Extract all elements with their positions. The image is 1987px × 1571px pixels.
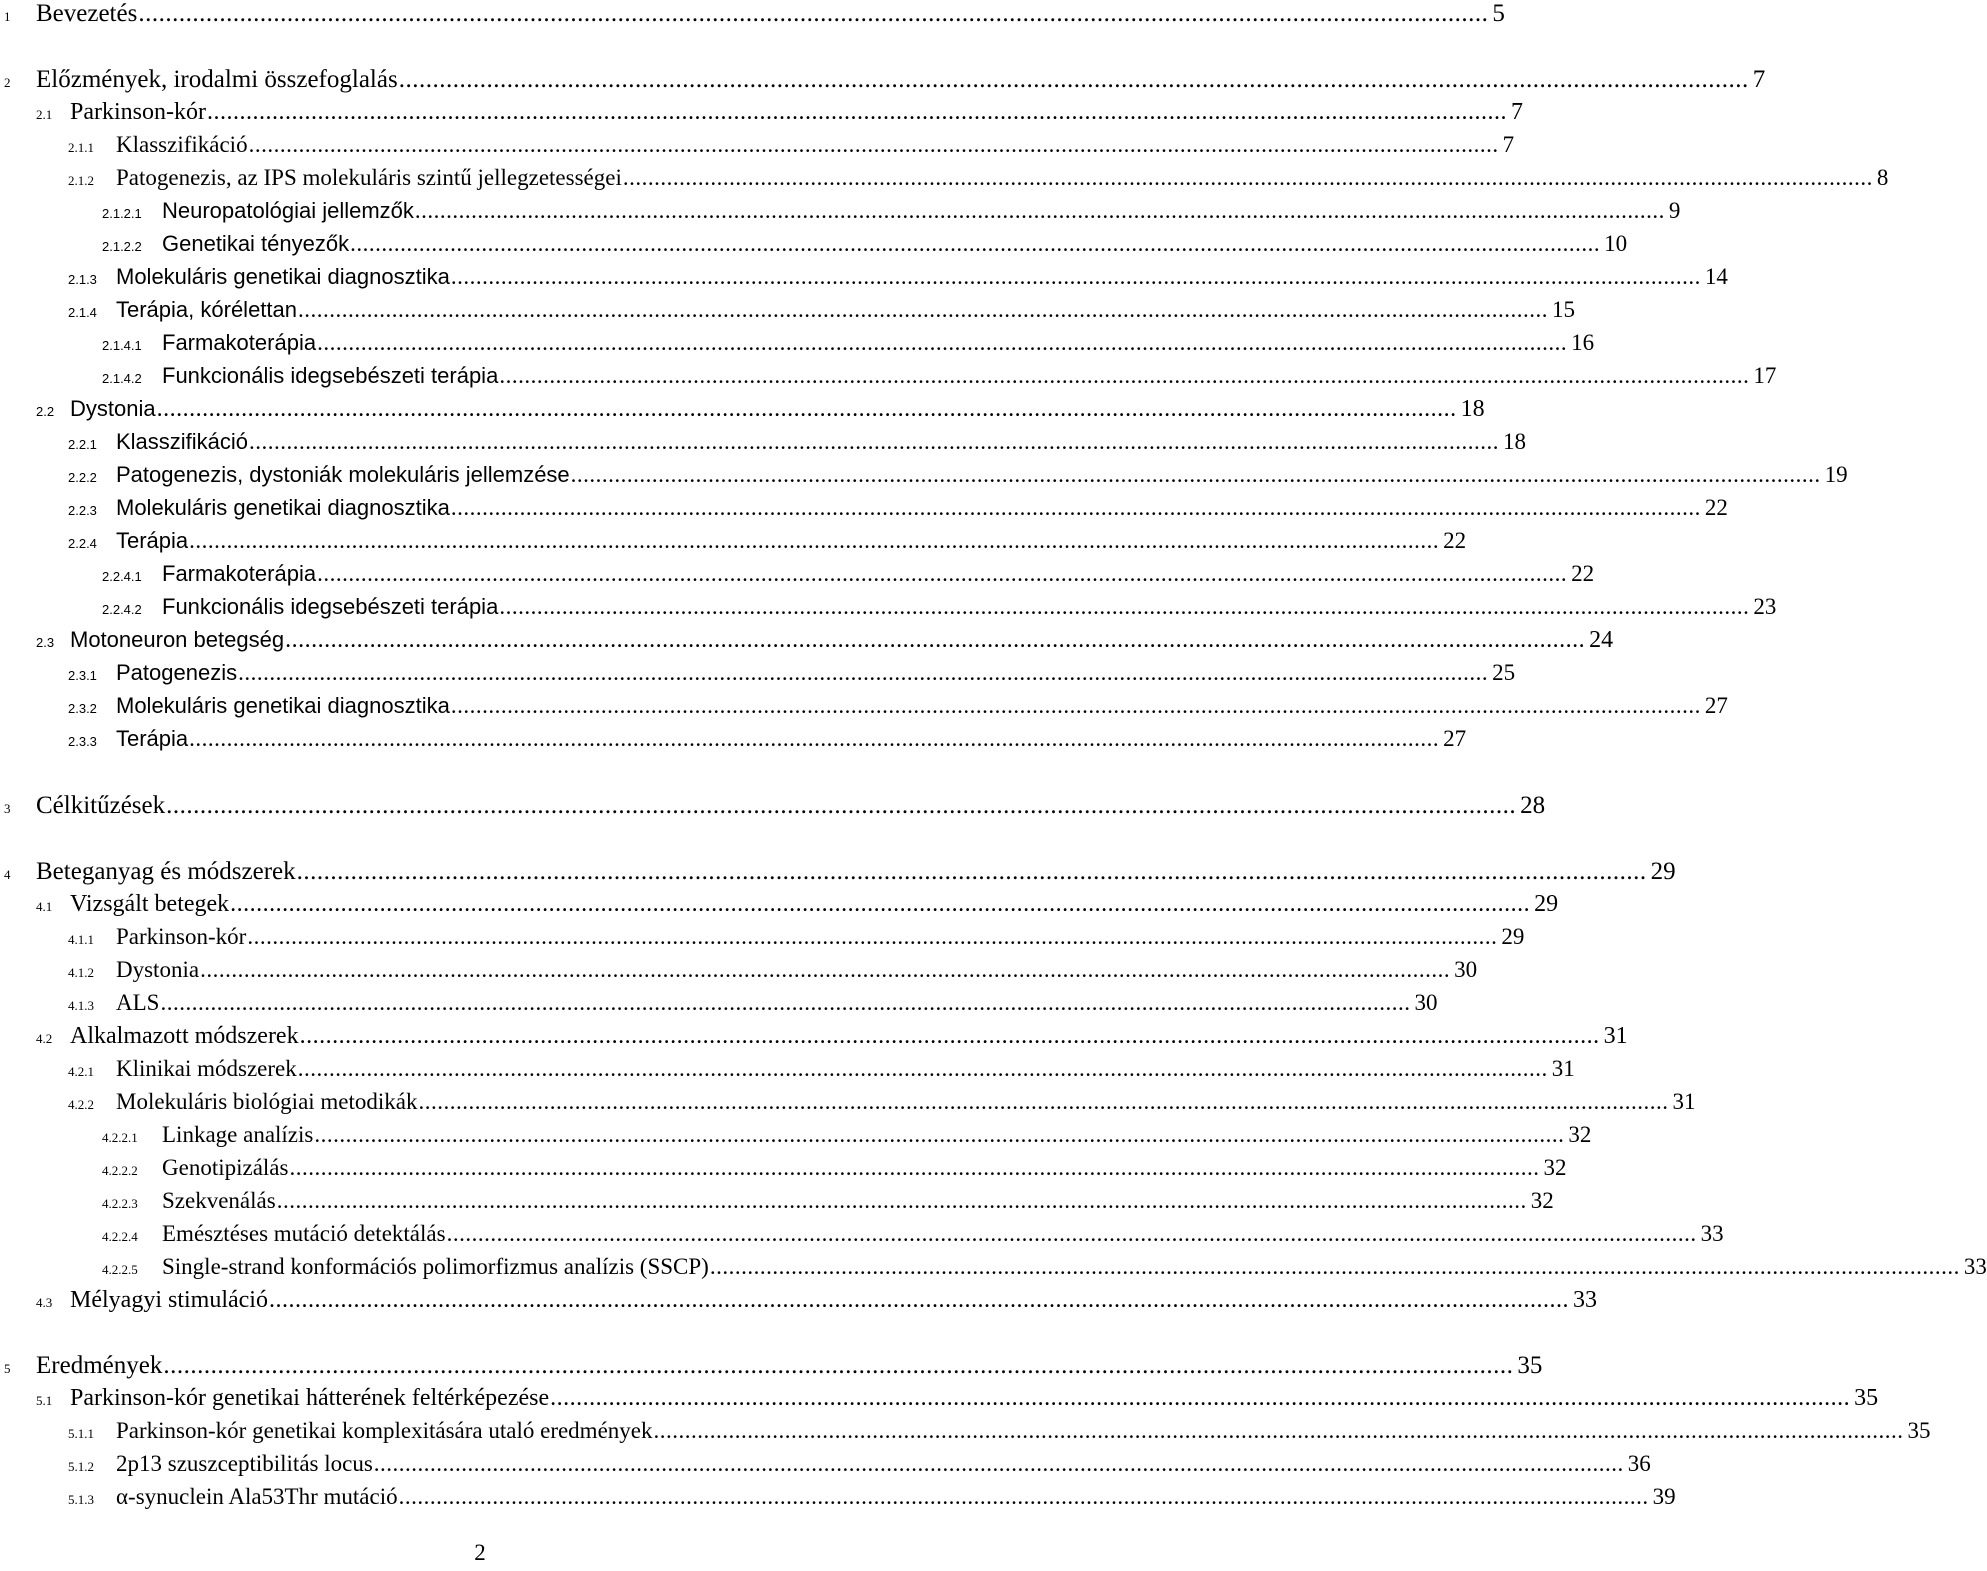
toc-entry-number: 2.2.2 <box>68 470 97 485</box>
dot-leader: ........................................................................................................................................................................................................ <box>499 363 1750 388</box>
toc-entry-title: Parkinson-kór <box>116 924 247 949</box>
toc-entry[interactable] <box>36 1023 1628 1053</box>
toc-entry-title: Funkcionális idegsebészeti terápia <box>162 594 499 619</box>
toc-entry-title: Patogenezis, az IPS molekuláris szintű jellegzetességei <box>116 165 622 190</box>
toc-entry-number: 4.2.2.4 <box>102 1229 138 1244</box>
toc-entry[interactable] <box>102 363 1777 393</box>
toc-entry[interactable] <box>68 726 1467 756</box>
dot-leader: ........................................................................................................................................................................................................ <box>289 1155 1540 1180</box>
toc-entry-number: 4.2.1 <box>68 1064 94 1079</box>
toc-entry-title: Dystonia <box>70 396 156 421</box>
toc-entry-number: 5.1.1 <box>68 1426 94 1441</box>
toc-entry[interactable] <box>68 1451 1651 1481</box>
toc-entry-title: Alkalmazott módszerek <box>70 1023 299 1049</box>
toc-entry-page: 31 <box>1551 1056 1575 1081</box>
dot-leader: ........................................................................................................................................................................................................ <box>373 1451 1624 1476</box>
toc-entry[interactable] <box>36 1385 1879 1415</box>
toc-entry-title: Genetikai tényezők <box>162 231 350 256</box>
toc-entry-number: 2.2.4 <box>68 536 97 551</box>
dot-leader: ........................................................................................................................................................................................................ <box>398 1484 1649 1509</box>
toc-entry-number: 4 <box>4 867 11 882</box>
toc-entry-number: 2.2.1 <box>68 437 97 452</box>
toc-entry-title: Patogenezis, dystoniák molekuláris jellemzése <box>116 462 570 487</box>
toc-entry-page: 32 <box>1530 1188 1554 1213</box>
toc-entry-number: 4.2.2.2 <box>102 1163 138 1178</box>
toc-entry-page: 28 <box>1520 792 1546 819</box>
toc-entry[interactable] <box>68 429 1527 459</box>
toc-entry-page: 23 <box>1753 594 1777 619</box>
dot-leader: ........................................................................................................................................................................................................ <box>297 1056 1548 1081</box>
toc-entry-title: Linkage analízis <box>162 1122 314 1147</box>
toc-entry-title: Parkinson-kór genetikai hátterének feltérképezése <box>70 1385 550 1411</box>
toc-entry[interactable] <box>68 165 1889 195</box>
toc-entry-number: 2.1.4.2 <box>102 371 142 386</box>
toc-entry-page: 7 <box>1510 99 1523 125</box>
toc-entry-page: 30 <box>1414 990 1438 1015</box>
toc-entry-title: Farmakoterápia <box>162 330 317 355</box>
toc-entry-number: 5.1.3 <box>68 1492 94 1507</box>
toc-entry-page: 33 <box>1963 1254 1987 1279</box>
toc-entry-page: 7 <box>1502 132 1515 157</box>
toc-entry-title: Bevezetés <box>36 0 138 27</box>
toc-entry-title: Farmakoterápia <box>162 561 317 586</box>
toc-entry-page: 33 <box>1572 1287 1597 1313</box>
dot-leader: ........................................................................................................................................................................................................ <box>247 924 1498 949</box>
dot-leader: ........................................................................................................................................................................................................ <box>350 231 1601 256</box>
dot-leader: ........................................................................................................................................................................................................ <box>317 330 1568 355</box>
dot-leader: ........................................................................................................................................................................................................ <box>299 1023 1600 1049</box>
toc-entry-number: 2.3.1 <box>68 668 97 683</box>
toc-entry-page: 29 <box>1534 891 1559 917</box>
toc-entry-number: 4.1.3 <box>68 998 94 1013</box>
toc-entry-number: 2.3.3 <box>68 734 97 749</box>
toc-entry-page: 33 <box>1700 1221 1724 1246</box>
toc-entry-number: 2.1.2.2 <box>102 239 142 254</box>
toc-entry-title: Neuropatológiai jellemzők <box>162 198 414 223</box>
toc-entry-title: Dystonia <box>116 957 200 982</box>
toc-entry-number: 4.2.2.1 <box>102 1130 138 1145</box>
dot-leader: ........................................................................................................................................................................................................ <box>317 561 1568 586</box>
toc-entry[interactable] <box>102 330 1595 360</box>
dot-leader: ........................................................................................................................................................................................................ <box>248 132 1499 157</box>
toc-entry-number: 4.1 <box>36 899 53 914</box>
toc-entry-title: Parkinson-kór <box>70 99 206 125</box>
toc-entry[interactable] <box>68 297 1575 327</box>
dot-leader: ........................................................................................................................................................................................................ <box>200 957 1451 982</box>
toc-entry-number: 4.3 <box>36 1295 53 1310</box>
toc-entry-page: 29 <box>1501 924 1525 949</box>
toc-entry-title: Molekuláris genetikai diagnosztika <box>116 495 450 520</box>
dot-leader: ........................................................................................................................................................................................................ <box>314 1122 1565 1147</box>
dot-leader: ........................................................................................................................................................................................................ <box>249 429 1500 454</box>
toc-entry-page: 19 <box>1824 462 1848 487</box>
toc-entry-number: 2.1.2.1 <box>102 206 142 221</box>
toc-entry[interactable] <box>102 1221 1724 1251</box>
toc-entry[interactable] <box>36 99 1523 129</box>
toc-entry-title: Funkcionális idegsebészeti terápia <box>162 363 499 388</box>
toc-entry-number: 5.1 <box>36 1393 53 1408</box>
toc-entry-number: 4.2.2 <box>68 1097 94 1112</box>
toc-entry-number: 4.2.2.3 <box>102 1196 138 1211</box>
toc-entry-title: Vizsgált betegek <box>70 891 230 917</box>
dot-leader: ........................................................................................................................................................................................................ <box>414 198 1665 223</box>
toc-entry-number: 2.1.4.1 <box>102 338 142 353</box>
toc-entry-title: 2p13 szuszceptibilitás locus <box>116 1451 373 1476</box>
toc-entry-number: 2 <box>4 75 11 90</box>
toc-entry-number: 2.2.3 <box>68 503 97 518</box>
toc-entry[interactable] <box>36 891 1559 921</box>
dot-leader: ........................................................................................................................................................................................................ <box>189 528 1440 553</box>
toc-entry-page: 22 <box>1443 528 1467 553</box>
toc-entry-number: 2.2.4.2 <box>102 602 142 617</box>
dot-leader: ........................................................................................................................................................................................................ <box>189 726 1440 751</box>
toc-entry-page: 27 <box>1704 693 1728 718</box>
dot-leader: ........................................................................................................................................................................................................ <box>138 0 1489 27</box>
toc-entry-page: 15 <box>1552 297 1575 322</box>
toc-entry-title: Patogenezis <box>116 660 238 685</box>
dot-leader: ........................................................................................................................................................................................................ <box>163 1352 1514 1379</box>
toc-entry[interactable] <box>102 561 1595 591</box>
toc-entry-page: 25 <box>1492 660 1516 685</box>
toc-entry-page: 31 <box>1672 1089 1696 1114</box>
toc-entry-title: Előzmények, irodalmi összefoglalás <box>36 66 398 93</box>
toc-entry[interactable] <box>102 1122 1592 1152</box>
toc-entry-page: 8 <box>1876 165 1889 190</box>
toc-entry-title: Emésztéses mutáció detektálás <box>162 1221 446 1246</box>
dot-leader: ........................................................................................................................................................................................................ <box>268 1287 1569 1313</box>
toc-entry[interactable] <box>68 462 1848 492</box>
dot-leader: ........................................................................................................................................................................................................ <box>285 627 1586 653</box>
toc-entry[interactable] <box>4 1352 1543 1382</box>
toc-entry[interactable] <box>68 495 1728 525</box>
toc-entry-number: 4.2 <box>36 1031 53 1046</box>
toc-entry-title: Terápia <box>116 726 189 751</box>
toc-entry-page: 36 <box>1627 1451 1651 1476</box>
toc-entry[interactable] <box>36 396 1485 426</box>
toc-entry-number: 1 <box>4 9 11 24</box>
dot-leader: ........................................................................................................................................................................................................ <box>206 99 1507 125</box>
toc-entry[interactable] <box>68 264 1728 294</box>
toc-entry-number: 5 <box>4 1361 11 1376</box>
toc-entry[interactable] <box>102 231 1628 261</box>
toc-entry-page: 22 <box>1704 495 1728 520</box>
toc-entry[interactable] <box>68 660 1516 690</box>
toc-entry-title: Beteganyag és módszerek <box>36 858 296 885</box>
toc-entry-title: Klasszifikáció <box>116 429 249 454</box>
toc-entry[interactable] <box>68 990 1438 1020</box>
toc-entry[interactable] <box>68 957 1478 987</box>
toc-entry-page: 9 <box>1668 198 1681 223</box>
toc-entry-number: 2.1.3 <box>68 272 97 287</box>
toc-entry-number: 2.2 <box>36 404 55 419</box>
toc-entry[interactable] <box>68 1089 1696 1119</box>
dot-leader: ........................................................................................................................................................................................................ <box>550 1385 1851 1411</box>
toc-entry-title: Motoneuron betegség <box>70 627 285 652</box>
dot-leader: ........................................................................................................................................................................................................ <box>450 693 1701 718</box>
toc-entry-page: 7 <box>1752 66 1766 93</box>
toc-entry[interactable] <box>36 1287 1597 1317</box>
toc-entry-number: 2.3 <box>36 635 55 650</box>
dot-leader: ........................................................................................................................................................................................................ <box>160 990 1411 1015</box>
dot-leader: ........................................................................................................................................................................................................ <box>156 396 1457 422</box>
toc-entry-page: 27 <box>1443 726 1467 751</box>
toc-entry-page: 35 <box>1854 1385 1879 1411</box>
toc-entry[interactable] <box>102 198 1681 228</box>
toc-entry-page: 18 <box>1460 396 1485 422</box>
toc-entry-page: 5 <box>1492 0 1505 27</box>
toc-entry-page: 29 <box>1650 858 1676 885</box>
toc-entry-number: 2.1 <box>36 107 53 122</box>
toc-entry-number: 2.3.2 <box>68 701 97 716</box>
dot-leader: ........................................................................................................................................................................................................ <box>570 462 1821 487</box>
dot-leader: ........................................................................................................................................................................................................ <box>166 792 1517 819</box>
toc-entry-page: 14 <box>1704 264 1728 289</box>
toc-entry-title: Klasszifikáció <box>116 132 248 157</box>
dot-leader: ........................................................................................................................................................................................................ <box>622 165 1873 190</box>
toc-entry-title: Terápia <box>116 528 189 553</box>
toc-entry[interactable] <box>102 594 1777 624</box>
toc-entry-number: 4.1.1 <box>68 932 94 947</box>
toc-entry-page: 31 <box>1603 1023 1628 1049</box>
dot-leader: ........................................................................................................................................................................................................ <box>296 858 1647 885</box>
toc-entry-title: Eredmények <box>36 1352 163 1379</box>
toc-entry-title: Molekuláris biológiai metodikák <box>116 1089 418 1114</box>
toc-entry-title: Terápia, kórélettan <box>116 297 297 322</box>
toc-entry-title: Szekvenálás <box>162 1188 276 1213</box>
dot-leader: ........................................................................................................................................................................................................ <box>298 297 1548 322</box>
dot-leader: ........................................................................................................................................................................................................ <box>450 264 1701 289</box>
toc-entry-title: Parkinson-kór genetikai komplexitására utaló eredmények <box>116 1418 653 1443</box>
toc-entry-page: 17 <box>1753 363 1777 388</box>
toc-entry[interactable] <box>68 1056 1575 1086</box>
toc-entry[interactable] <box>4 858 1676 888</box>
toc-entry-page: 24 <box>1589 627 1614 653</box>
toc-entry[interactable] <box>4 0 1505 30</box>
toc-entry[interactable] <box>4 66 1766 96</box>
page-number: 2 <box>474 1540 486 1565</box>
toc-entry-page: 32 <box>1568 1122 1592 1147</box>
dot-leader: ........................................................................................................................................................................................................ <box>709 1254 1960 1279</box>
toc-entry-title: Klinikai módszerek <box>116 1056 297 1081</box>
toc-entry-title: α-synuclein Ala53Thr mutáció <box>116 1484 398 1509</box>
toc-entry-title: Molekuláris genetikai diagnosztika <box>116 693 450 718</box>
toc-entry[interactable] <box>68 132 1515 162</box>
dot-leader: ........................................................................................................................................................................................................ <box>398 66 1749 93</box>
toc-entry-page: 35 <box>1517 1352 1543 1379</box>
toc-entry-page: 35 <box>1907 1418 1931 1443</box>
toc-entry-number: 2.1.2 <box>68 173 94 188</box>
toc-entry[interactable] <box>68 693 1728 723</box>
toc-entry-number: 4.2.2.5 <box>102 1262 138 1277</box>
toc-entry[interactable] <box>68 1484 1676 1514</box>
toc-entry-number: 4.1.2 <box>68 965 94 980</box>
dot-leader: ........................................................................................................................................................................................................ <box>238 660 1489 685</box>
toc-entry[interactable] <box>68 1418 1931 1448</box>
toc-entry-number: 3 <box>4 801 11 816</box>
dot-leader: ........................................................................................................................................................................................................ <box>230 891 1531 917</box>
dot-leader: ........................................................................................................................................................................................................ <box>653 1418 1904 1443</box>
toc-entry-page: 22 <box>1571 561 1595 586</box>
toc-entry[interactable] <box>4 792 1546 822</box>
toc-entry-page: 10 <box>1604 231 1628 256</box>
toc-entry[interactable] <box>68 528 1467 558</box>
toc-entry-number: 2.1.4 <box>68 305 97 320</box>
toc-entry-number: 5.1.2 <box>68 1459 94 1474</box>
toc-entry[interactable] <box>102 1254 1987 1284</box>
dot-leader: ........................................................................................................................................................................................................ <box>276 1188 1527 1213</box>
toc-entry-page: 32 <box>1543 1155 1567 1180</box>
toc-entry-page: 39 <box>1652 1484 1676 1509</box>
toc-entry[interactable] <box>68 924 1525 954</box>
toc-entry[interactable] <box>36 627 1614 657</box>
toc-entry-number: 2.2.4.1 <box>102 569 142 584</box>
toc-entry-page: 16 <box>1571 330 1595 355</box>
toc-entry[interactable] <box>102 1155 1567 1185</box>
toc-entry[interactable] <box>102 1188 1554 1218</box>
toc-entry-title: Molekuláris genetikai diagnosztika <box>116 264 450 289</box>
toc-entry-title: Célkitűzések <box>36 792 166 819</box>
toc-entry-page: 30 <box>1454 957 1478 982</box>
toc-entry-page: 18 <box>1503 429 1527 454</box>
dot-leader: ........................................................................................................................................................................................................ <box>418 1089 1669 1114</box>
toc-entry-title: Single-strand konformációs polimorfizmus analízis (SSCP) <box>162 1254 709 1279</box>
dot-leader: ........................................................................................................................................................................................................ <box>499 594 1750 619</box>
toc-entry-title: Mélyagyi stimuláció <box>70 1287 268 1313</box>
dot-leader: ........................................................................................................................................................................................................ <box>450 495 1701 520</box>
toc-entry-title: Genotipizálás <box>162 1155 289 1180</box>
toc-entry-title: ALS <box>116 990 160 1015</box>
toc-entry-number: 2.1.1 <box>68 140 94 155</box>
dot-leader: ........................................................................................................................................................................................................ <box>446 1221 1697 1246</box>
